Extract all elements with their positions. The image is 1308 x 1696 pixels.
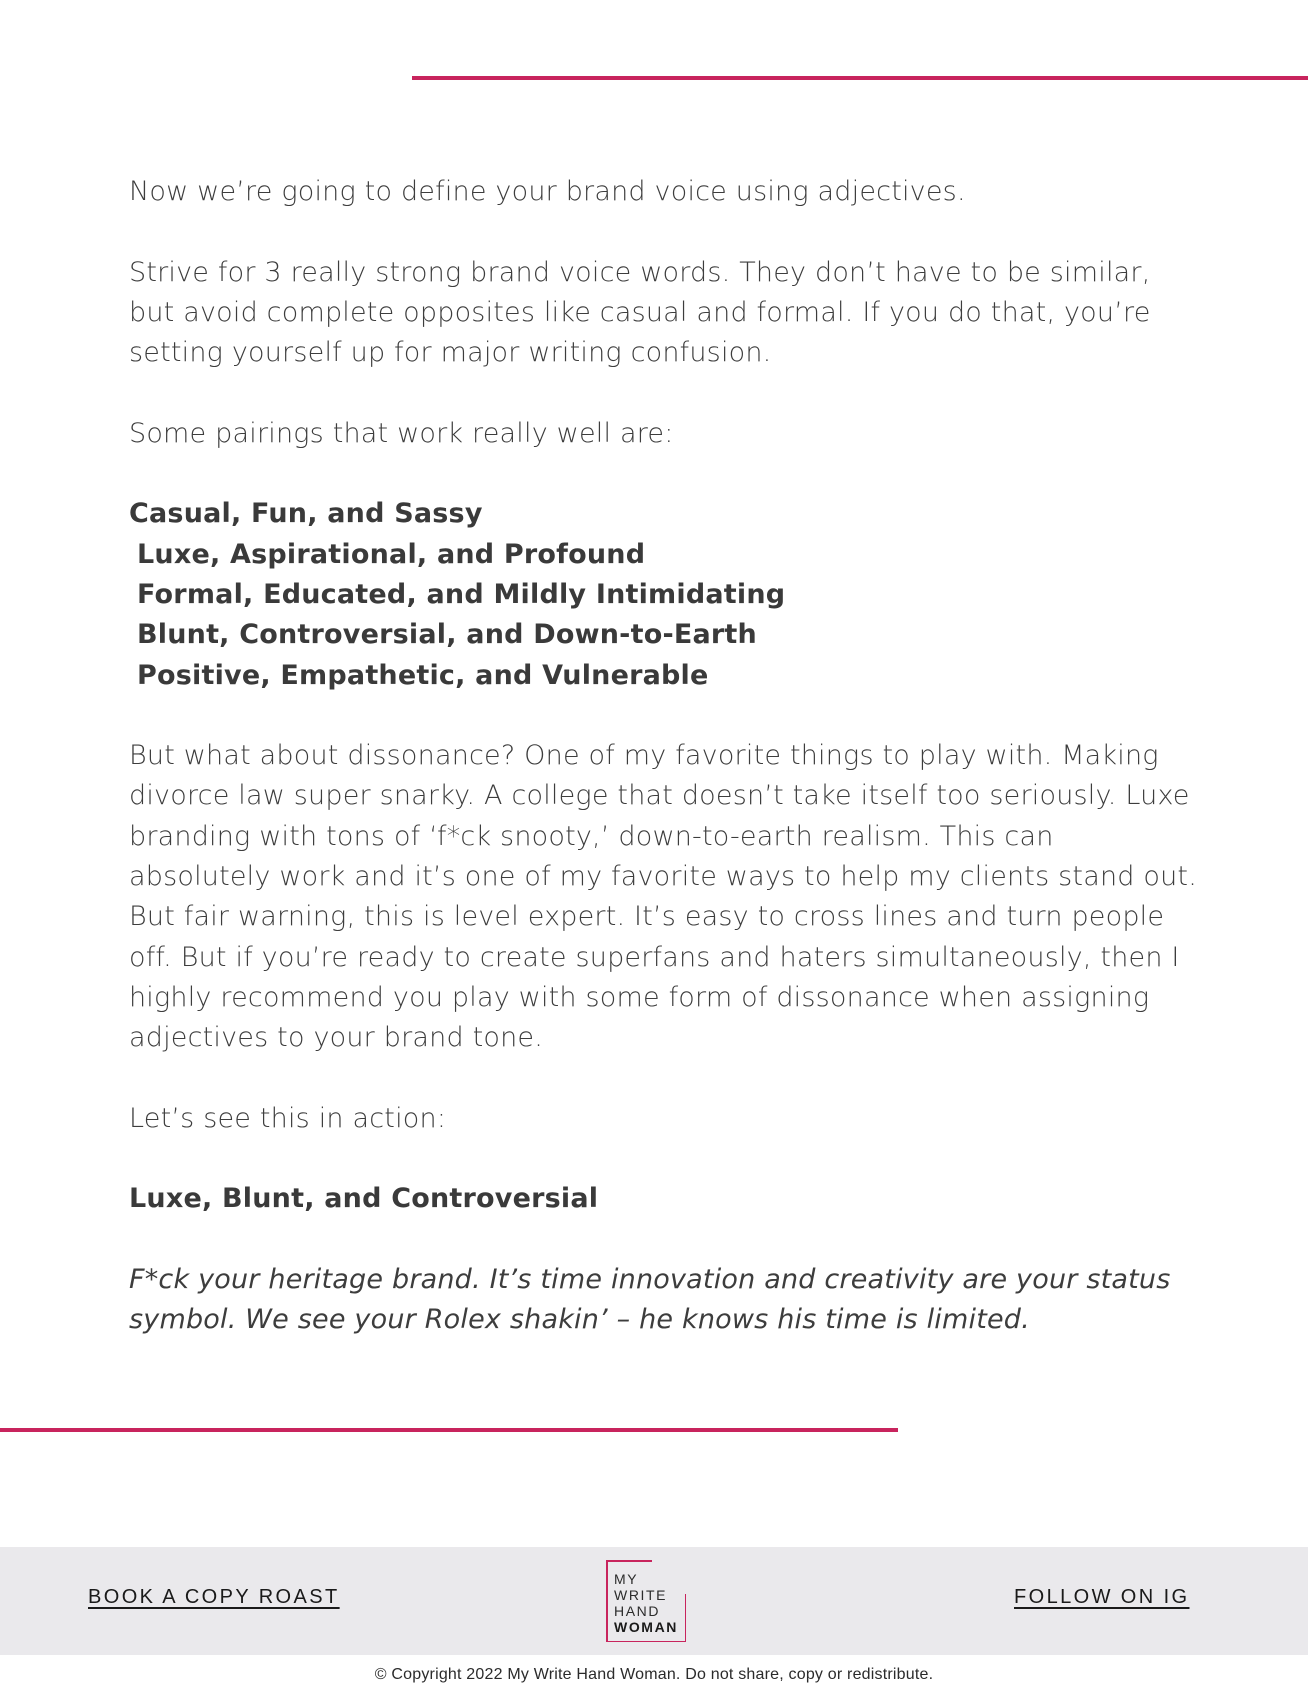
pairings-intro: Some pairings that work really well are:	[129, 417, 674, 449]
logo-word: HAND	[614, 1603, 661, 1619]
example-heading: Luxe, Blunt, and Controversial	[129, 1183, 599, 1215]
logo-word: WRITE	[614, 1587, 668, 1603]
example-text: F*ck your heritage brand. It’s time innovation and creativity are your status symbol. We see your Rolex shakin’ – he knows his time is limited.	[129, 1264, 1171, 1336]
logo-word: MY	[614, 1571, 639, 1587]
logo-frame-top	[606, 1560, 652, 1562]
action-intro: Let’s see this in action:	[129, 1102, 447, 1134]
logo-word: WOMAN	[614, 1619, 678, 1635]
pairing-item: Casual, Fun, and Sassy	[129, 498, 483, 530]
logo-frame-left	[606, 1560, 608, 1642]
dissonance-paragraph: But what about dissonance? One of my favorite things to play with. Making divorce law super snarky. A college that doesn’t take itself too seriously. Luxe branding with tons of ‘f*ck snooty,’ down-to-earth realism. This can absolutely work and it’s one of my favorite ways to help my clients stand out. But fair warning, this is level expert. It’s easy to cross lines and turn people off. But if you’re ready to create superfans and haters simultaneously, then I highly recommend you play with some form of dissonance when assigning adjectives to your brand tone.	[129, 740, 1197, 1054]
pairings-list	[129, 494, 1199, 695]
pairing-item: Blunt, Controversial, and Down-to-Earth	[137, 619, 757, 651]
copyright-notice: © Copyright 2022 My Write Hand Woman. Do not share, copy or redistribute.	[374, 1666, 934, 1683]
bottom-accent-rule	[0, 1428, 898, 1432]
pairing-item: Formal, Educated, and Mildly Intimidating	[137, 578, 786, 610]
book-copy-roast-link[interactable]: BOOK A COPY ROAST	[88, 1586, 340, 1608]
logo-frame-right	[685, 1594, 687, 1642]
main-content	[129, 172, 1199, 1341]
brand-logo	[606, 1560, 686, 1642]
pairing-item: Positive, Empathetic, and Vulnerable	[137, 659, 709, 691]
intro-paragraph: Now we’re going to define your brand voice using adjectives.	[129, 176, 966, 207]
top-accent-rule	[412, 76, 1308, 80]
strive-paragraph: Strive for 3 really strong brand voice words. They don’t have to be similar, but avoid complete opposites like casual and formal. If you do that, you’re setting yourself up for major writing confusion.	[129, 256, 1151, 369]
logo-frame-bottom	[606, 1641, 686, 1643]
follow-on-ig-link[interactable]: FOLLOW ON IG	[1014, 1586, 1190, 1608]
pairing-item: Luxe, Aspirational, and Profound	[137, 538, 646, 570]
